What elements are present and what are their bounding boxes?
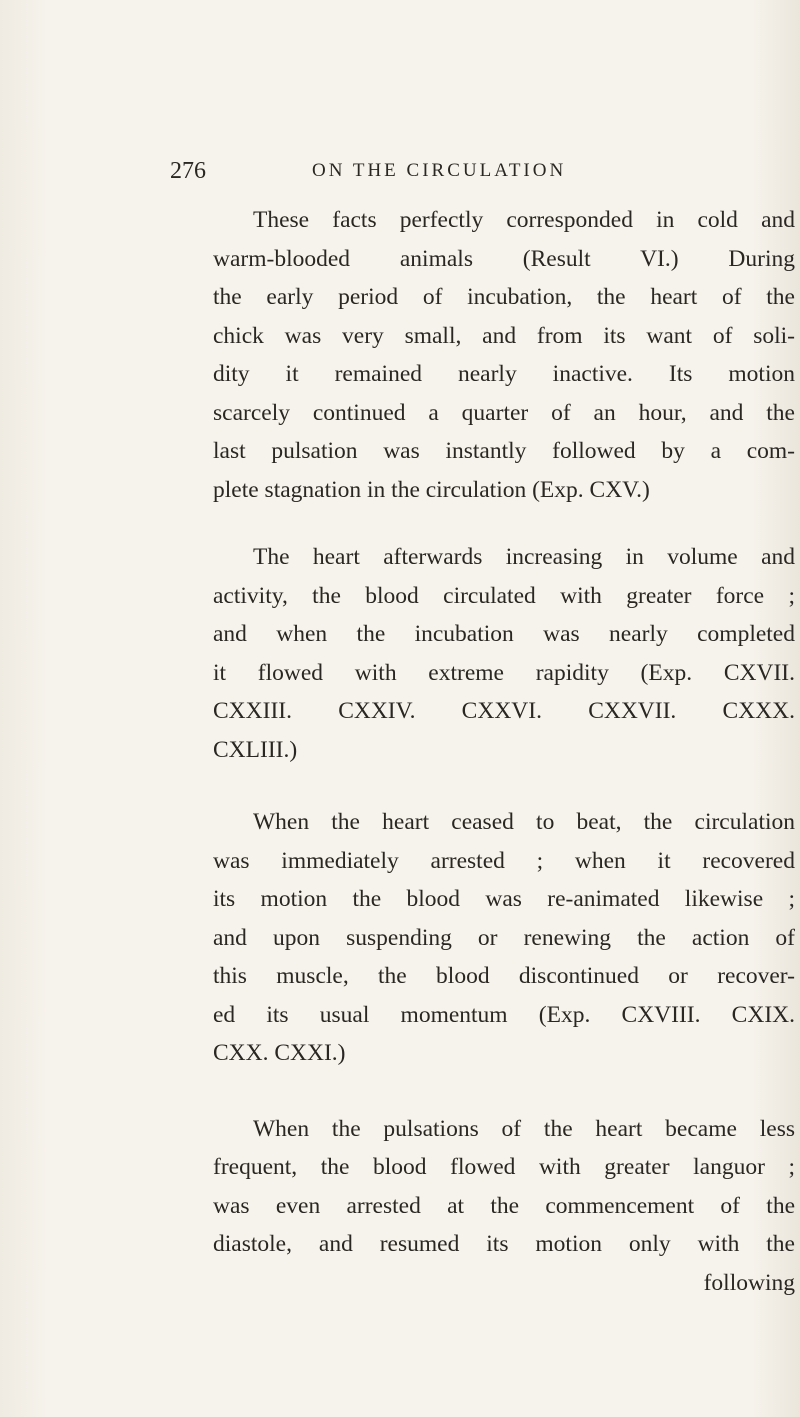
text-line: was immediately arrested ; when it recovered bbox=[213, 847, 795, 874]
text-line: The heart afterwards increasing in volume and bbox=[253, 544, 795, 570]
text-line: When the pulsations of the heart became less bbox=[253, 1115, 795, 1142]
page-header bbox=[0, 158, 800, 192]
text-line: its motion the blood was re-animated likewise ; bbox=[213, 886, 795, 912]
text-line: dity it remained nearly inactive. Its motion bbox=[213, 361, 795, 387]
paragraph bbox=[213, 1110, 795, 1303]
page-number: 276 bbox=[170, 158, 206, 184]
paragraph bbox=[213, 803, 795, 1073]
text-line: CXXIII. CXXIV. CXXVI. CXXVII. CXXX. bbox=[213, 698, 795, 724]
paragraph-gap bbox=[213, 509, 795, 538]
text-line: the early period of incubation, the heart of the bbox=[213, 284, 795, 310]
text-line: plete stagnation in the circulation (Exp. CXV.) bbox=[213, 476, 650, 503]
paragraph bbox=[213, 538, 795, 769]
text-line: was even arrested at the commencement of the bbox=[213, 1192, 795, 1219]
text-line: When the heart ceased to beat, the circulation bbox=[253, 809, 795, 835]
text-line: ed its usual momentum (Exp. CXVIII. CXIX. bbox=[213, 1001, 795, 1028]
text-line: chick was very small, and from its want of soli- bbox=[213, 322, 795, 349]
text-line: diastole, and resumed its motion only with the bbox=[213, 1231, 795, 1257]
body-text bbox=[213, 201, 795, 1302]
text-line: frequent, the blood flowed with greater languor ; bbox=[213, 1154, 795, 1180]
text-line: last pulsation was instantly followed by a com- bbox=[213, 438, 795, 464]
running-head: ON THE CIRCULATION bbox=[312, 160, 567, 181]
paragraph-gap bbox=[213, 1073, 795, 1110]
text-line: and upon suspending or renewing the action of bbox=[213, 924, 795, 951]
catchword: following bbox=[703, 1269, 795, 1296]
paragraph-gap bbox=[213, 769, 795, 803]
text-line: and when the incubation was nearly completed bbox=[213, 621, 795, 647]
paragraph bbox=[213, 201, 795, 509]
text-line: warm-blooded animals (Result VI.) During bbox=[213, 245, 795, 272]
text-line: it flowed with extreme rapidity (Exp. CXVII. bbox=[213, 659, 795, 686]
text-line: this muscle, the blood discontinued or recover- bbox=[213, 963, 795, 989]
text-line: These facts perfectly corresponded in cold and bbox=[253, 207, 795, 233]
text-line: CXLIII.) bbox=[213, 736, 298, 763]
text-line: scarcely continued a quarter of an hour, and the bbox=[213, 399, 795, 426]
text-line: activity, the blood circulated with greater force ; bbox=[213, 582, 795, 609]
text-line: CXX. CXXI.) bbox=[213, 1040, 346, 1066]
